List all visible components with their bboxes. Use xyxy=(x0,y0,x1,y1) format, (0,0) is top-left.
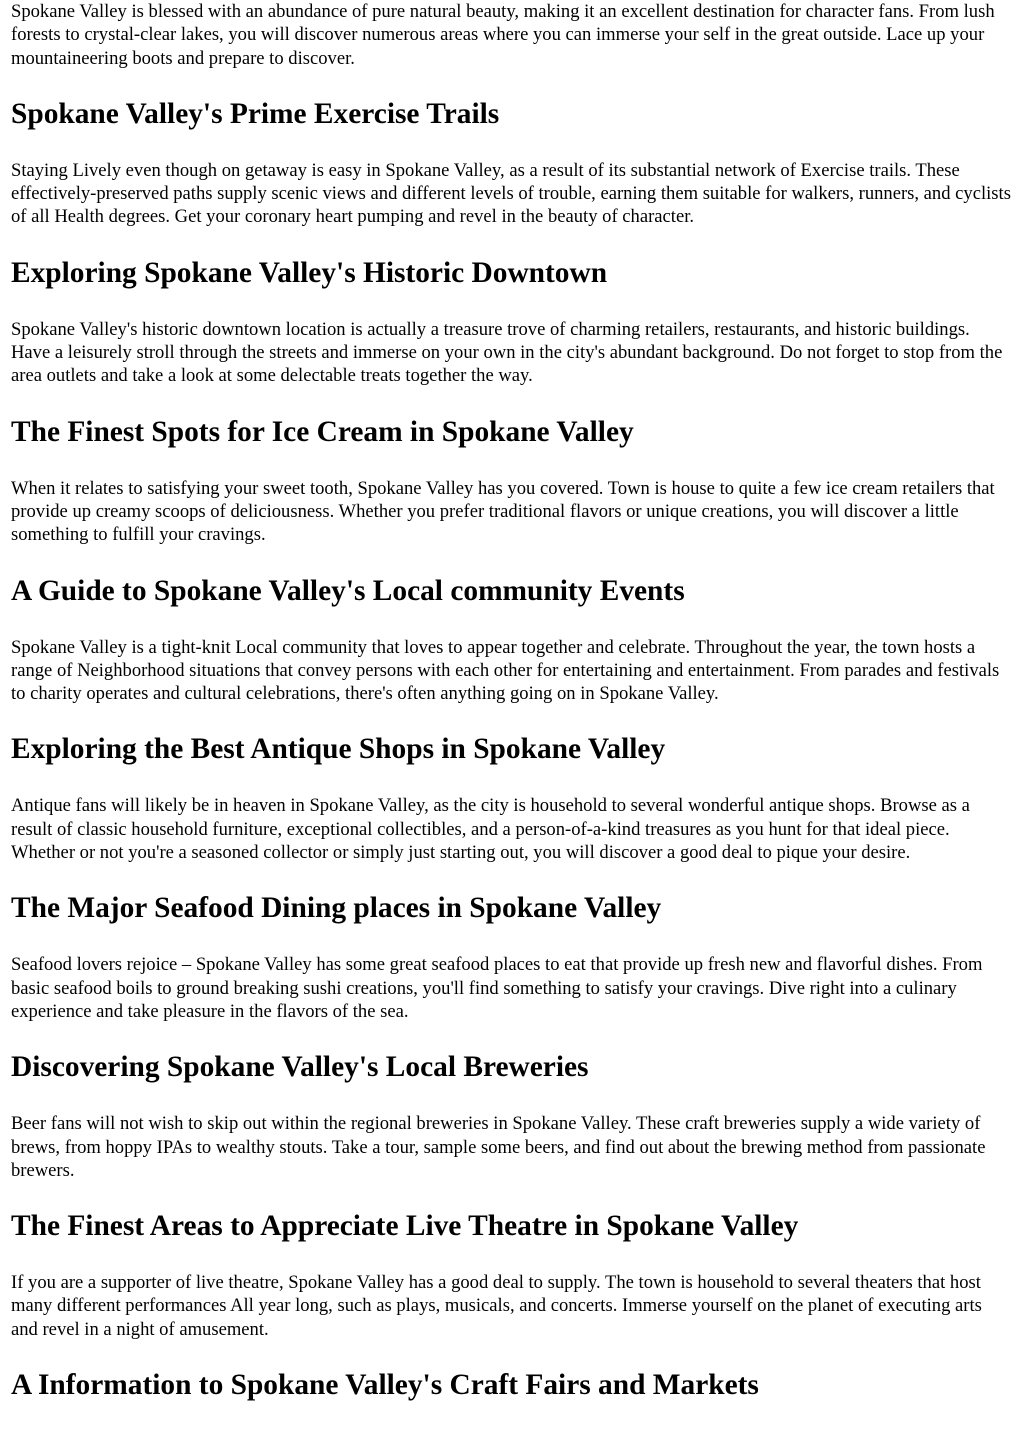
section-body: Staying Lively even though on getaway is easy in Spokane Valley, as a result of its substantial network of Exercise trails. These effectively-preserved paths supply scenic views and different levels of trouble, earning them suitable for walkers, runners, and cyclists of all Health degrees. Get your coronary heart pumping and revel in the beauty of character. xyxy=(11,159,1011,228)
section-body: If you are a supporter of live theatre, Spokane Valley has a good deal to supply. The town is household to several theaters that host many different performances All year long, such as plays, musicals, and concerts. Immerse yourself on the planet of executing arts and revel in a night of amusement. xyxy=(11,1272,982,1340)
section-ice-cream xyxy=(11,415,1013,547)
section-historic-downtown xyxy=(11,256,1013,388)
section-heading: Exploring the Best Antique Shops in Spokane Valley xyxy=(11,733,666,766)
section-heading: A Guide to Spokane Valley's Local community Events xyxy=(11,574,685,607)
section-local-breweries xyxy=(11,1050,1013,1182)
section-body: Seafood lovers rejoice – Spokane Valley has some great seafood places to eat that provide up fresh new and flavorful dishes. From basic seafood boils to ground breaking sushi creations, you'll find something to satisfy your cravings. Dive right into a culinary experience and take pleasure in the flavors of the sea. xyxy=(11,954,983,1022)
intro-paragraph: Spokane Valley is blessed with an abundance of pure natural beauty, making it an excellent destination for character fans. From lush forests to crystal-clear lakes, you will discover numerous areas where you can immerse your self in the great outside. Lace up your mountaineering boots and prepare to discover. xyxy=(11,1,995,69)
section-heading: The Finest Spots for Ice Cream in Spokane Valley xyxy=(11,415,634,448)
section-body: Spokane Valley's historic downtown location is actually a treasure trove of charming retailers, restaurants, and historic buildings. Have a leisurely stroll through the streets and immerse on your own in the city's abundant background. Do not forget to stop from the area outlets and take a look at some delectable treats together the way. xyxy=(11,318,1003,387)
section-exercise-trails xyxy=(11,97,1013,229)
section-heading: A Information to Spokane Valley's Craft Fairs and Markets xyxy=(11,1369,759,1402)
section-heading: Discovering Spokane Valley's Local Breweries xyxy=(11,1051,589,1084)
section-heading: The Finest Areas to Appreciate Live Theatre in Spokane Valley xyxy=(11,1210,799,1243)
section-body: When it relates to satisfying your sweet tooth, Spokane Valley has you covered. Town is house to quite a few ice cream retailers that provide up creamy scoops of deliciousness. Whether you prefer traditional flavors or unique creations, you will discover a little something to fulfill your cravings. xyxy=(11,477,995,546)
section-live-theatre xyxy=(11,1209,1013,1341)
section-body: Spokane Valley is a tight-knit Local community that loves to appear together and celebrate. Throughout the year, the town hosts a range of Neighborhood situations that convey persons with each other for entertaining and entertainment. From parades and festivals to charity operates and cultural celebrations, there's often anything going on in Spokane Valley. xyxy=(11,636,1000,705)
section-heading: Exploring Spokane Valley's Historic Downtown xyxy=(11,256,608,289)
section-body: Antique fans will likely be in heaven in Spokane Valley, as the city is household to several wonderful antique shops. Browse as a result of classic household furniture, exceptional collectibles, and a person-of-a-kind treasures as you hunt for that ideal piece. Whether or not you're a seasoned collector or simply just starting out, you will discover a good deal to pique your desire. xyxy=(11,795,970,864)
section-heading: Spokane Valley's Prime Exercise Trails xyxy=(11,97,500,130)
section-body: Beer fans will not wish to skip out within the regional breweries in Spokane Valley. These craft breweries supply a wide variety of brews, from hoppy IPAs to wealthy stouts. Take a tour, sample some beers, and find out about the brewing method from passionate brewers. xyxy=(11,1113,986,1181)
section-antique-shops xyxy=(11,732,1013,864)
section-community-events xyxy=(11,574,1013,706)
section-craft-fairs xyxy=(11,1368,1013,1402)
section-seafood-dining xyxy=(11,891,1013,1023)
section-heading: The Major Seafood Dining places in Spokane Valley xyxy=(11,892,662,925)
